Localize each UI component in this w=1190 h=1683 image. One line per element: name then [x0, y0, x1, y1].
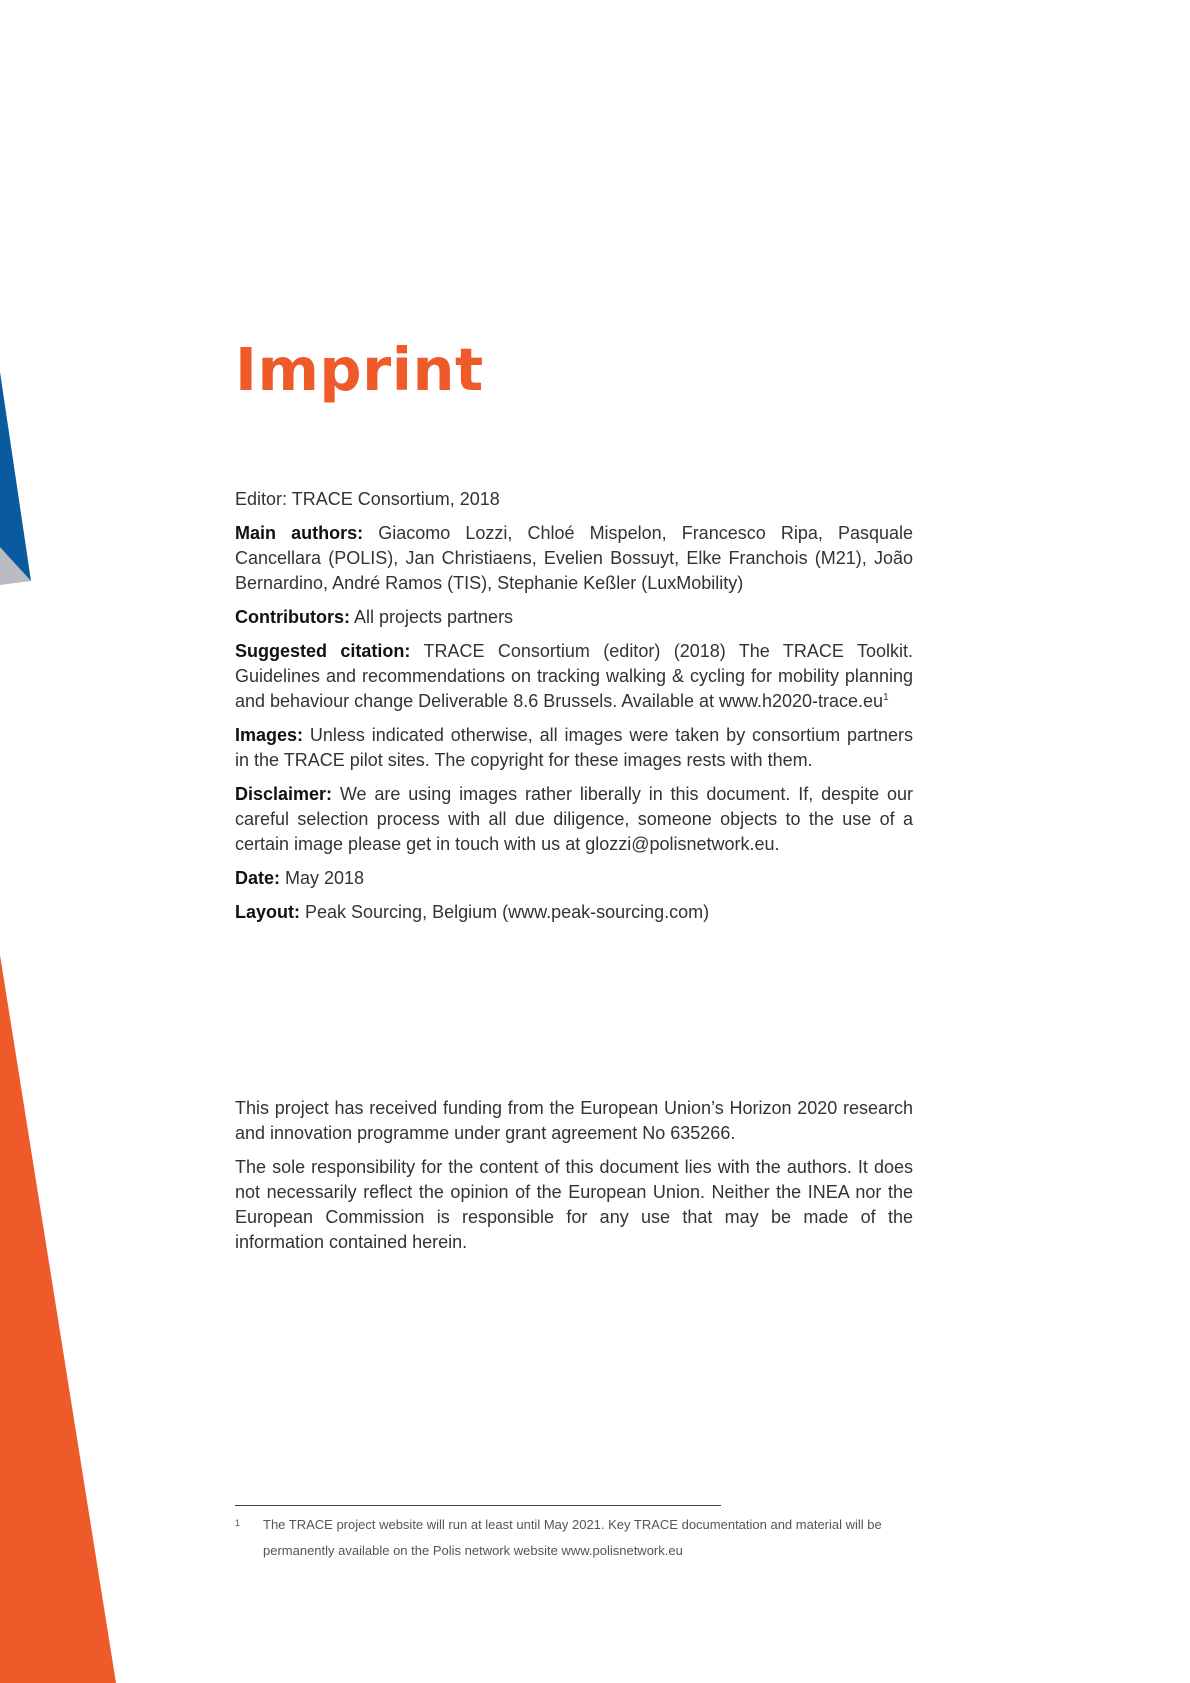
citation-label: Suggested citation:	[235, 641, 411, 661]
main-authors	[235, 521, 913, 596]
suggested-citation	[235, 639, 913, 714]
date-label: Date:	[235, 868, 281, 888]
date	[235, 866, 913, 891]
layout-credit	[235, 900, 913, 925]
blue-shape	[0, 372, 31, 581]
citation-text: TRACE Consortium (editor) (2018) The TRACE Toolkit. Guidelines and recommendations on tracking walking & cycling for mobility planning and behaviour change Deliverable 8.6 Brussels. Available at www.h2020-trace.eu	[235, 641, 913, 711]
contributors	[235, 605, 913, 630]
images-label: Images:	[235, 725, 304, 745]
footnote-text: The TRACE project website will run at least until May 2021. Key TRACE documentation and material will be permanently available on the Polis network website www.polisnetwork.eu	[263, 1517, 882, 1558]
disclaimer-label: Disclaimer:	[235, 784, 333, 804]
images-text: Unless indicated otherwise, all images were taken by consortium partners in the TRACE pilot sites. The copyright for these images rests with them.	[235, 725, 913, 770]
footnote-reference[interactable]: 1	[883, 692, 889, 703]
funding-notice	[235, 1096, 913, 1264]
footnote-number: 1	[235, 1518, 241, 1528]
layout-label: Layout:	[235, 902, 300, 922]
main-authors-text: Giacomo Lozzi, Chloé Mispelon, Francesco Ripa, Pasquale Cancellara (POLIS), Jan Christiaens, Evelien Bossuyt, Elke Franchois (M21), João Bernardino, André Ramos (TIS), Stephanie Keßler (LuxMobility)	[235, 523, 913, 593]
footnote	[235, 1512, 915, 1564]
orange-shape	[0, 955, 116, 1683]
layout-text: Peak Sourcing, Belgium (www.peak-sourcing.com)	[300, 902, 710, 922]
grey-shape	[0, 547, 31, 585]
editor-line: Editor: TRACE Consortium, 2018	[235, 489, 500, 509]
funding-statement: This project has received funding from the European Union’s Horizon 2020 research and innovation programme under grant agreement No 635266.	[235, 1098, 913, 1143]
contributors-text: All projects partners	[349, 607, 514, 627]
main-authors-label: Main authors:	[235, 523, 364, 543]
disclaimer	[235, 782, 913, 857]
responsibility-statement: The sole responsibility for the content of this document lies with the authors. It does not necessarily reflect the opinion of the European Union. Neither the INEA nor the European Commission is responsible for any use that may be made of the information contained herein.	[235, 1157, 913, 1252]
page-title: Imprint	[235, 335, 484, 404]
imprint-details	[235, 487, 913, 934]
date-text: May 2018	[280, 868, 365, 888]
disclaimer-text: We are using images rather liberally in this document. If, despite our careful selection process with all due diligence, someone objects to the use of a certain image please get in touch with us at glozzi@polisnetwork.eu.	[235, 784, 913, 854]
footnote-divider	[235, 1505, 721, 1506]
contributors-label: Contributors:	[235, 607, 350, 627]
images-credit	[235, 723, 913, 773]
